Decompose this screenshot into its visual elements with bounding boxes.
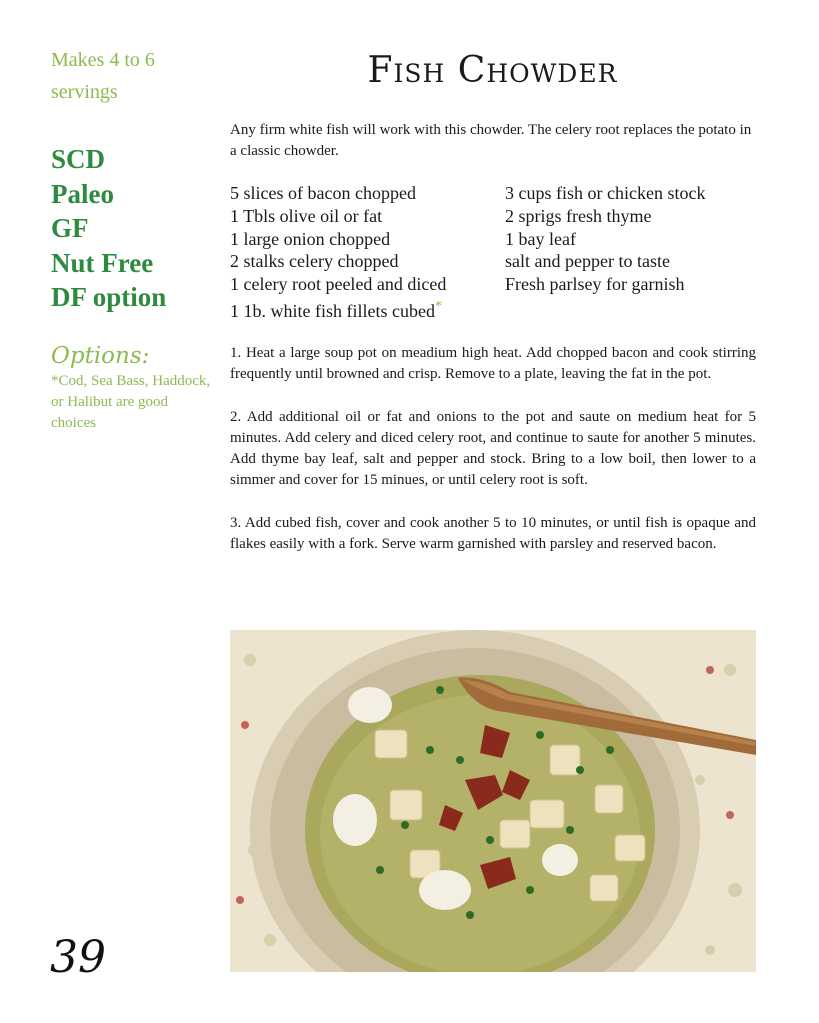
- options-heading: Options:: [51, 342, 150, 369]
- chowder-photo-illustration: [230, 630, 756, 972]
- ingredient-item: 5 slices of bacon chopped: [230, 183, 416, 203]
- ingredients-right-column: [505, 182, 756, 323]
- ingredient-item: 1 celery root peeled and diced: [230, 274, 447, 295]
- ingredient-item: 1 large onion chopped: [230, 228, 391, 249]
- sidebar: [51, 44, 216, 434]
- diet-paleo: Paleo: [51, 178, 114, 209]
- recipe-title: Fish Chowder: [367, 50, 618, 91]
- diet-df-option: DF option: [51, 282, 167, 312]
- ingredient-item: salt and pepper to taste: [505, 251, 670, 272]
- instructions: [230, 343, 756, 576]
- ingredient-item: Fresh parlsey for garnish: [505, 274, 685, 295]
- page-number: 39: [50, 932, 106, 983]
- options-text: *Cod, Sea Bass, Haddock, or Halibut are good choices: [51, 372, 211, 431]
- ingredient-item: 1 bay leaf: [505, 228, 576, 249]
- asterisk-mark: *: [434, 298, 442, 314]
- ingredient-item-with-note: [230, 296, 505, 323]
- step-1: 1. Heat a large soup pot on meadium high heat. Add chopped bacon and cook stirring frequently until browned and crisp. Remove to a plate, leaving the fat in the pot.: [230, 345, 756, 383]
- recipe-intro: Any firm white fish will work with this chowder. The celery root replaces the potato in a classic chowder.: [230, 122, 752, 159]
- diet-gf: GF: [51, 213, 89, 243]
- diet-scd: SCD: [51, 144, 106, 174]
- diet-list: [51, 142, 216, 315]
- ingredient-item: 1 Tbls olive oil or fat: [230, 205, 383, 226]
- diet-nut-free: Nut Free: [51, 247, 154, 278]
- ingredient-item: 3 cups fish or chicken stock: [505, 183, 706, 203]
- chowder-photo: [230, 630, 756, 972]
- step-2: 2. Add additional oil or fat and onions to the pot and saute on medium heat for 5 minutes. Add celery and diced celery root, and continue to saute for another 5 minutes. Add thyme bay leaf, salt and pepper and stock. Bring to a low boil, then lower to a simmer and cover for 15 minues, or until celery root is soft.: [230, 408, 756, 489]
- step-3: 3. Add cubed fish, cover and cook another 5 to 10 minutes, or until fish is opaque and flakes easily with a fork. Serve warm garnished with parsley and reserved bacon.: [230, 514, 756, 553]
- ingredient-item: 1 1b. white fish fillets cubed: [230, 300, 435, 321]
- ingredients: [230, 182, 756, 323]
- ingredients-left-column: [230, 182, 505, 323]
- ingredient-item: 2 sprigs fresh thyme: [505, 205, 652, 226]
- servings-text: Makes 4 to 6 servings: [51, 49, 155, 103]
- ingredient-item: 2 stalks celery chopped: [230, 251, 399, 272]
